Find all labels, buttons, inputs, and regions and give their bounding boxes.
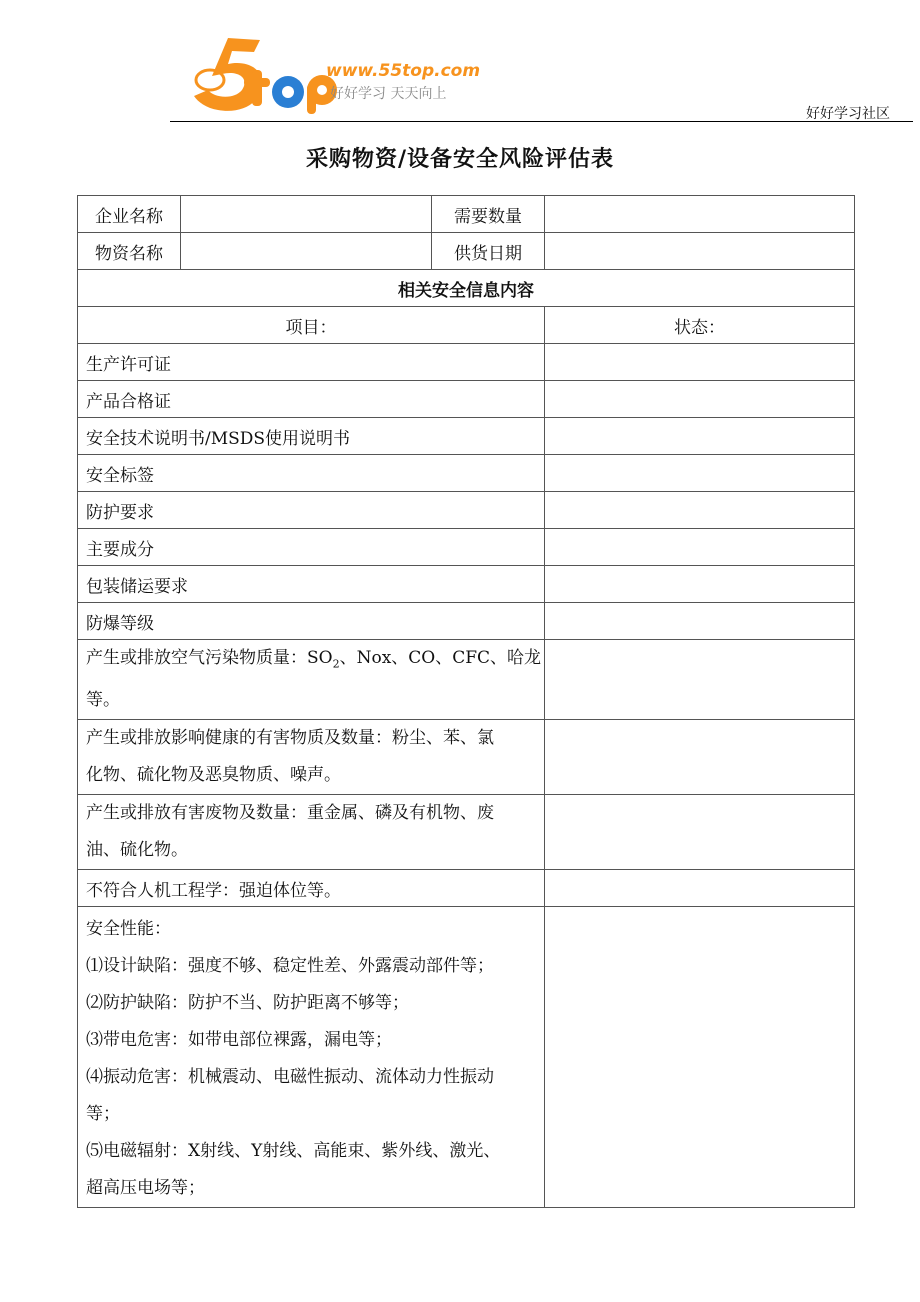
item-main-ingredients: 主要成分	[78, 529, 545, 566]
logo-slogan: 好好学习 天天向上	[330, 86, 447, 102]
item-safety-performance	[78, 907, 545, 1208]
status-cell[interactable]	[545, 795, 855, 870]
logo-t-bar	[244, 78, 270, 87]
community-name: 好好学习社区	[806, 106, 890, 122]
page-header	[0, 0, 920, 125]
item-row	[78, 870, 855, 907]
pollutants-text-c: 等。	[86, 690, 120, 711]
item-row	[78, 418, 855, 455]
quantity-field[interactable]	[545, 196, 855, 233]
item-row	[78, 492, 855, 529]
logo-o-inner	[282, 86, 294, 98]
item-row	[78, 795, 855, 870]
item-packaging-storage: 包装储运要求	[78, 566, 545, 603]
pollutants-text-b: 、Nox、CO、CFC、哈龙	[339, 648, 542, 668]
material-name-label: 物资名称	[78, 233, 181, 270]
company-name-label: 企业名称	[78, 196, 181, 233]
item-explosion-proof-grade: 防爆等级	[78, 603, 545, 640]
logo-t-stem	[252, 70, 262, 106]
status-cell[interactable]	[545, 418, 855, 455]
item-product-certificate: 产品合格证	[78, 381, 545, 418]
section-row	[78, 270, 855, 307]
logo-url: www.55top.com	[326, 61, 481, 81]
page-title: 采购物资/设备安全风险评估表	[305, 146, 615, 172]
delivery-date-field[interactable]	[545, 233, 855, 270]
item-ergonomics: 不符合人机工程学：强迫体位等。	[78, 870, 545, 907]
status-column-header: 状态：	[545, 307, 855, 344]
logo-graphic	[188, 34, 498, 116]
status-cell[interactable]	[545, 720, 855, 795]
safety-performance-line: ⑷振动危害：机械震动、电磁性振动、流体动力性振动	[86, 1067, 494, 1088]
item-row	[78, 720, 855, 795]
safety-performance-line: ⑶带电危害：如带电部位裸露，漏电等；	[86, 1030, 392, 1051]
item-row	[78, 603, 855, 640]
status-cell[interactable]	[545, 566, 855, 603]
item-msds: 安全技术说明书/MSDS使用说明书	[78, 418, 545, 455]
status-cell[interactable]	[545, 603, 855, 640]
harmful-substances-line-2: 化物、硫化物及恶臭物质、噪声。	[86, 765, 341, 786]
harmful-waste-line-1: 产生或排放有害废物及数量：重金属、磷及有机物、废	[86, 803, 494, 824]
safety-performance-line: 超高压电场等；	[86, 1178, 205, 1199]
item-production-license: 生产许可证	[78, 344, 545, 381]
logo-p-hole	[317, 85, 327, 95]
pollutants-text-a: 产生或排放空气污染物质量：SO	[86, 648, 333, 668]
item-harmful-waste	[78, 795, 545, 870]
status-cell[interactable]	[545, 455, 855, 492]
item-harmful-substances	[78, 720, 545, 795]
safety-performance-line: 等；	[86, 1104, 120, 1125]
item-row	[78, 344, 855, 381]
status-cell[interactable]	[545, 529, 855, 566]
pollutants-subscript: 2	[332, 657, 340, 671]
item-column-header: 项目：	[78, 307, 545, 344]
info-row-2	[78, 233, 855, 270]
risk-assessment-table	[77, 195, 855, 1208]
item-row	[78, 640, 855, 720]
material-name-field[interactable]	[181, 233, 432, 270]
item-row	[78, 529, 855, 566]
status-cell[interactable]	[545, 344, 855, 381]
item-row	[78, 381, 855, 418]
item-safety-label: 安全标签	[78, 455, 545, 492]
harmful-substances-line-1: 产生或排放影响健康的有害物质及数量：粉尘、苯、氯	[86, 728, 494, 749]
status-cell[interactable]	[545, 907, 855, 1208]
status-cell[interactable]	[545, 381, 855, 418]
safety-performance-heading: 安全性能：	[86, 919, 171, 940]
info-row-1	[78, 196, 855, 233]
section-title: 相关安全信息内容	[78, 270, 855, 307]
logo-five-shape	[194, 38, 262, 111]
logo-p-stem	[307, 84, 316, 114]
logo-swirl	[196, 70, 224, 90]
harmful-waste-line-2: 油、硫化物。	[86, 840, 188, 861]
quantity-label: 需要数量	[432, 196, 545, 233]
safety-performance-line: ⑴设计缺陷：强度不够、稳定性差、外露震动部件等；	[86, 956, 494, 977]
site-logo[interactable]	[188, 34, 498, 116]
company-name-field[interactable]	[181, 196, 432, 233]
status-cell[interactable]	[545, 640, 855, 720]
header-divider	[170, 121, 913, 122]
safety-performance-line: ⑸电磁辐射：X射线、Y射线、高能束、紫外线、激光、	[86, 1141, 501, 1162]
delivery-date-label: 供货日期	[432, 233, 545, 270]
status-cell[interactable]	[545, 492, 855, 529]
item-protection-requirements: 防护要求	[78, 492, 545, 529]
item-row	[78, 566, 855, 603]
item-row	[78, 455, 855, 492]
safety-performance-line: ⑵防护缺陷：防护不当、防护距离不够等；	[86, 993, 409, 1014]
column-header-row	[78, 307, 855, 344]
item-air-pollutants	[78, 640, 545, 720]
status-cell[interactable]	[545, 870, 855, 907]
item-row	[78, 907, 855, 1208]
